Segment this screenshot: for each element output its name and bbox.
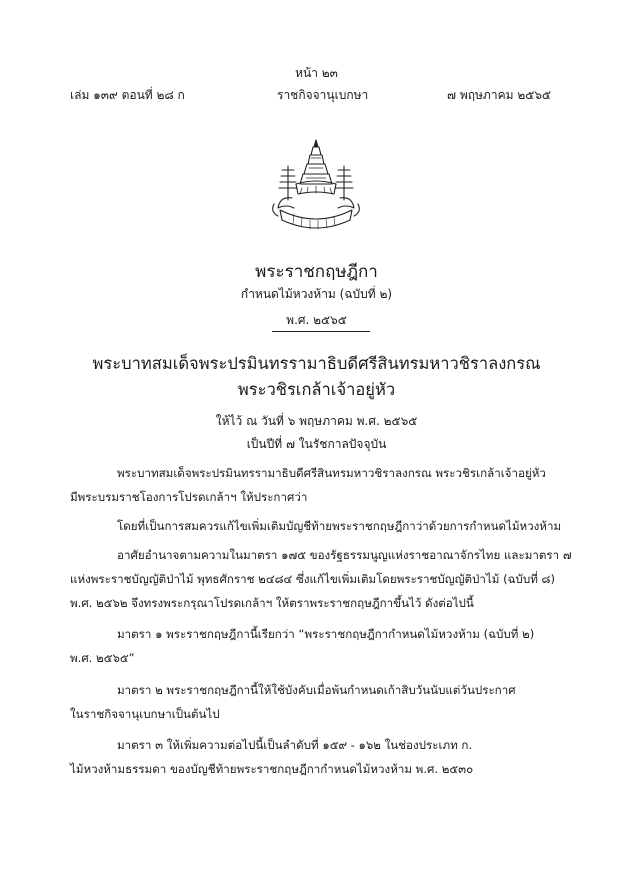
section-1: มาตรา ๑ พระราชกฤษฎีกานี้เรียกว่า “พระราชกฤษฎีกากำหนดไม้หวงห้าม (ฉบับที่ ๒) xyxy=(117,627,535,641)
given-date: ให้ไว้ ณ วันที่ ๖ พฤษภาคม พ.ศ. ๒๕๖๕ xyxy=(215,414,418,428)
body-line: ในราชกิจจานุเบกษาเป็นต้นไป xyxy=(70,707,220,721)
document-year: พ.ศ. ๒๕๖๕ xyxy=(286,313,347,327)
gazette-name: ราชกิจจานุเบกษา xyxy=(277,88,369,102)
royal-emblem-icon xyxy=(266,138,366,238)
section-2: มาตรา ๒ พระราชกฤษฎีกานี้ให้ใช้บังคับเมื่อพ้นกำหนดเก้าสิบวันนับแต่วันประกาศ xyxy=(117,683,516,697)
page-number: หน้า ๒๓ xyxy=(295,66,338,80)
body-line: พ.ศ. ๒๕๖๕” xyxy=(70,651,135,665)
document-type: พระราชกฤษฎีกา xyxy=(255,262,378,282)
body-line: ไม้หวงห้ามธรรมดา ของบัญชีท้ายพระราชกฤษฎีกากำหนดไม้หวงห้าม พ.ศ. ๒๕๓๐ xyxy=(70,762,474,776)
body-line: อาศัยอำนาจตามความในมาตรา ๑๗๕ ของรัฐธรรมนูญแห่งราชอาณาจักรไทย และมาตรา ๗ xyxy=(117,548,572,562)
king-name-line-2: พระวชิรเกล้าเจ้าอยู่หัว xyxy=(237,380,396,399)
body-line: โดยที่เป็นการสมควรแก้ไขเพิ่มเติมบัญชีท้ายพระราชกฤษฎีกาว่าด้วยการกำหนดไม้หวงห้าม xyxy=(117,519,562,533)
king-name-line-1: พระบาทสมเด็จพระปรมินทรรามาธิบดีศรีสินทรมหาวชิราลงกรณ xyxy=(92,354,541,373)
reign-year: เป็นปีที่ ๗ ในรัชกาลปัจจุบัน xyxy=(246,437,387,451)
section-3: มาตรา ๓ ให้เพิ่มความต่อไปนี้เป็นลำดับที่ ๑๕๙ - ๑๖๒ ในช่องประเภท ก. xyxy=(117,738,473,752)
title-divider xyxy=(272,331,370,332)
volume-issue: เล่ม ๑๓๙ ตอนที่ ๒๘ ก xyxy=(70,88,185,102)
publish-date: ๗ พฤษภาคม ๒๕๖๕ xyxy=(447,88,552,102)
document-subject: กำหนดไม้หวงห้าม (ฉบับที่ ๒) xyxy=(240,287,393,301)
body-line: แห่งพระราชบัญญัติป่าไม้ พุทธศักราช ๒๔๘๔ ซึ่งแก้ไขเพิ่มเติมโดยพระราชบัญญัติป่าไม้ (ฉบับที่ ๘) xyxy=(70,572,556,586)
body-line: พ.ศ. ๒๕๖๒ จึงทรงพระกรุณาโปรดเกล้าฯ ให้ตราพระราชกฤษฎีกาขึ้นไว้ ดังต่อไปนี้ xyxy=(70,596,474,610)
body-line: พระบาทสมเด็จพระปรมินทรรามาธิบดีศรีสินทรมหาวชิราลงกรณ พระวชิรเกล้าเจ้าอยู่หัว xyxy=(117,466,546,480)
body-line: มีพระบรมราชโองการโปรดเกล้าฯ ให้ประกาศว่า xyxy=(70,490,308,504)
